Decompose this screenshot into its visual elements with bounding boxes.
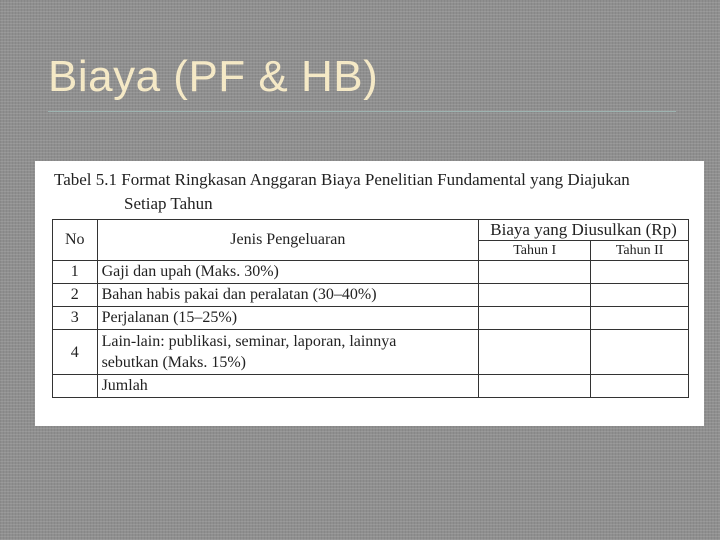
title-divider xyxy=(48,111,676,112)
row-year-2 xyxy=(591,261,689,284)
row-no: 4 xyxy=(53,330,98,375)
row-no: 1 xyxy=(53,261,98,284)
row-jenis xyxy=(97,330,479,375)
total-year-2 xyxy=(591,375,689,398)
header-no: No xyxy=(53,220,98,261)
table-row xyxy=(53,284,689,307)
table-row xyxy=(53,330,689,375)
row-jenis-line-1: Lain-lain: publikasi, seminar, laporan, lainnya xyxy=(101,333,397,350)
header-year-2: Tahun II xyxy=(591,241,689,261)
table-total-row xyxy=(53,375,689,398)
header-year-1: Tahun I xyxy=(479,241,591,261)
header-budget-group: Biaya yang Diusulkan (Rp) xyxy=(479,220,689,241)
document-image xyxy=(35,161,704,426)
row-jenis: Perjalanan (15–25%) xyxy=(97,307,479,330)
total-no-cell xyxy=(53,375,98,398)
row-jenis-line-2: sebutkan (Maks. 15%) xyxy=(101,354,246,371)
header-jenis: Jenis Pengeluaran xyxy=(97,220,479,261)
row-no: 2 xyxy=(53,284,98,307)
row-year-1 xyxy=(479,330,591,375)
table-row xyxy=(53,307,689,330)
total-year-1 xyxy=(479,375,591,398)
budget-table xyxy=(52,219,689,398)
caption-line-2: Setiap Tahun xyxy=(124,194,213,213)
row-year-1 xyxy=(479,307,591,330)
caption-line-1: Tabel 5.1 Format Ringkasan Anggaran Biaya Penelitian Fundamental yang Diajukan xyxy=(54,170,630,189)
row-year-1 xyxy=(479,284,591,307)
row-year-2 xyxy=(591,307,689,330)
table-row xyxy=(53,261,689,284)
row-no: 3 xyxy=(53,307,98,330)
table-caption xyxy=(54,168,630,216)
row-year-1 xyxy=(479,261,591,284)
total-label: Jumlah xyxy=(97,375,479,398)
row-year-2 xyxy=(591,284,689,307)
slide-title: Biaya (PF & HB) xyxy=(48,52,379,101)
row-year-2 xyxy=(591,330,689,375)
row-jenis: Gaji dan upah (Maks. 30%) xyxy=(97,261,479,284)
row-jenis: Bahan habis pakai dan peralatan (30–40%) xyxy=(97,284,479,307)
